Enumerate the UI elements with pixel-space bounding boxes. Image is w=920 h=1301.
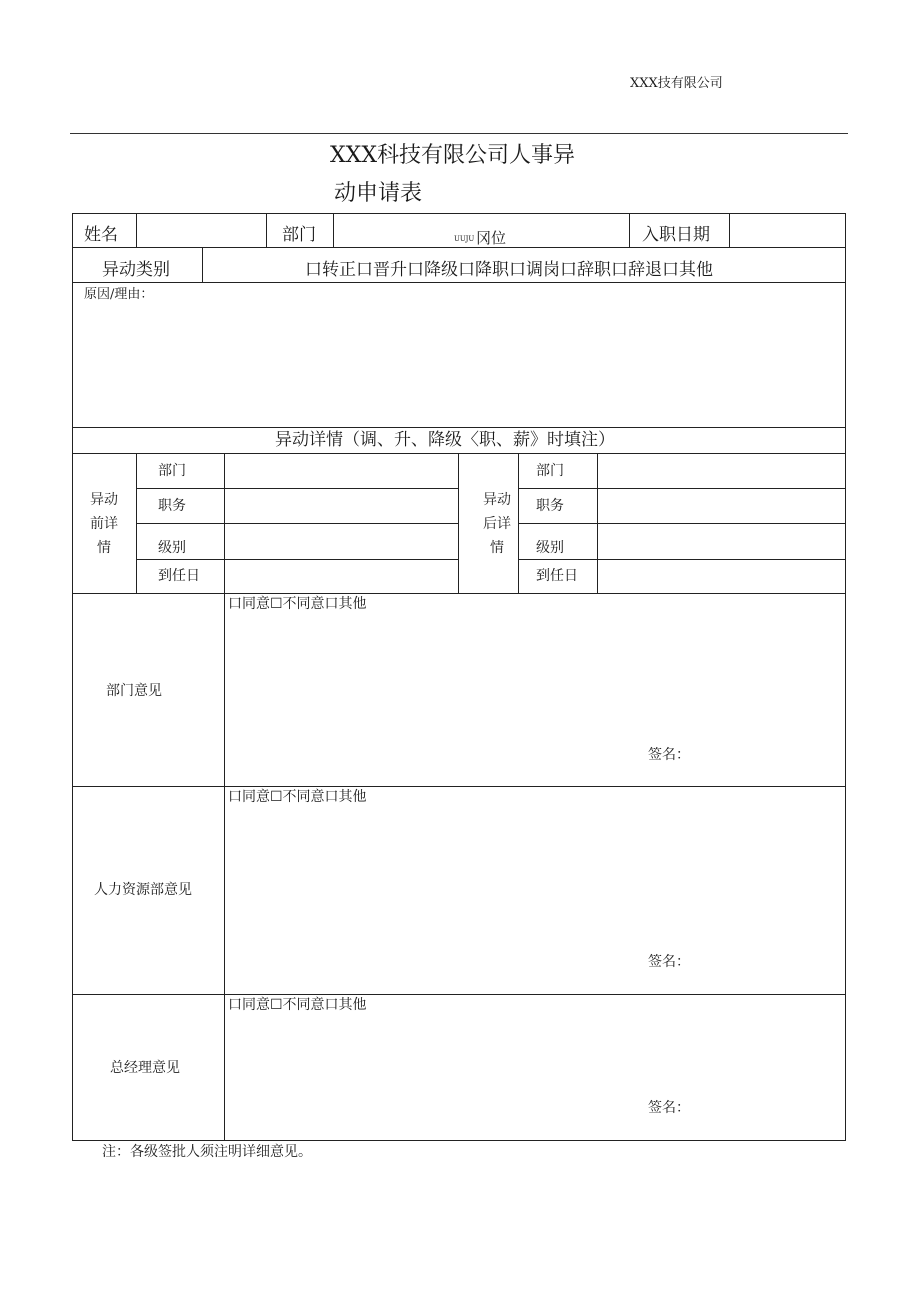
footnote: 注：各级签批人须注明详细意见。 <box>102 1144 312 1160</box>
col-after-value <box>597 453 598 594</box>
dept-label: 部门 <box>282 225 316 245</box>
gm-opinion-label: 总经理意见 <box>110 1060 180 1076</box>
rule-before-2 <box>136 523 458 524</box>
dept-opinion-label: 部门意见 <box>106 683 162 699</box>
dept-opinion-signature-field[interactable] <box>690 740 840 770</box>
change-type-label: 异动类别 <box>102 260 170 280</box>
table-border-bottom <box>72 1140 846 1141</box>
col-before-label <box>136 453 137 594</box>
col-after-label <box>518 453 519 594</box>
entry-date-field[interactable] <box>731 215 844 246</box>
form-title-line1: XXX科技有限公司人事异 <box>330 143 575 168</box>
name-field[interactable] <box>138 215 264 246</box>
rule-after-3 <box>518 559 845 560</box>
hr-opinion-label: 人力资源部意见 <box>94 882 192 898</box>
gm-opinion-sign-label: 签名： <box>648 1100 690 1116</box>
hr-opinion-signature-field[interactable] <box>690 947 840 977</box>
col-entry-value <box>729 213 730 248</box>
col-name-value <box>136 213 137 248</box>
entry-date-label: 入职日期 <box>642 225 710 245</box>
header-company-name: XXX技有限公司 <box>630 76 723 91</box>
reason-label: 原因/理由： <box>84 287 154 302</box>
before-dept-field[interactable] <box>226 455 456 487</box>
before-title-label: 职务 <box>158 498 186 514</box>
rule-reason <box>72 427 846 428</box>
after-section-label: 异动 后详 情 <box>483 492 511 556</box>
position-label-prefix: UUJU <box>454 235 475 243</box>
position-label: 冈位 <box>476 229 507 247</box>
details-header: 异动详情（调、升、降级〈职、薪》时填注） <box>275 430 615 450</box>
after-start-date-field[interactable] <box>599 561 843 592</box>
col-after-section <box>458 453 459 594</box>
after-start-date-label: 到任日 <box>536 568 578 584</box>
name-label: 姓名 <box>84 225 118 245</box>
col-before-value <box>224 453 225 594</box>
reason-field[interactable] <box>74 305 844 425</box>
rule-hr-opinion-end <box>72 994 846 995</box>
table-border-right <box>845 213 846 1141</box>
rule-row2 <box>72 282 846 283</box>
after-dept-label: 部门 <box>536 463 564 479</box>
col-change-type <box>202 247 203 283</box>
col-dept-value <box>333 213 334 248</box>
hr-opinion-sign-label: 签名： <box>648 954 690 970</box>
position-field[interactable] <box>512 215 627 246</box>
col-entry-label <box>629 213 630 248</box>
before-title-field[interactable] <box>226 490 456 522</box>
dept-opinion-sign-label: 签名： <box>648 747 690 763</box>
before-level-label: 级别 <box>158 540 186 556</box>
rule-after-2 <box>518 523 845 524</box>
gm-opinion-signature-field[interactable] <box>690 1093 840 1123</box>
form-title-line2: 动申请表 <box>334 181 423 206</box>
table-border-left <box>72 213 73 1141</box>
change-type-options[interactable]: 口转正口晋升口降级口降职口调岗口辞职口辞退口其他 <box>305 260 713 280</box>
header-divider <box>70 133 848 134</box>
before-dept-label: 部门 <box>158 463 186 479</box>
rule-before-3 <box>136 559 458 560</box>
after-title-field[interactable] <box>599 490 843 522</box>
rule-after-1 <box>518 488 845 489</box>
before-start-date-field[interactable] <box>226 561 456 592</box>
after-level-label: 级别 <box>536 540 564 556</box>
col-dept-label <box>266 213 267 248</box>
hr-opinion-choices[interactable]: 口同意☐不同意口其他 <box>228 789 367 805</box>
before-section-label: 异动 前详 情 <box>90 492 118 556</box>
before-level-field[interactable] <box>226 525 456 558</box>
rule-details-header <box>72 453 846 454</box>
rule-dept-opinion-end <box>72 786 846 787</box>
after-level-field[interactable] <box>599 525 843 558</box>
after-dept-field[interactable] <box>599 455 843 487</box>
gm-opinion-choices[interactable]: 口同意☐不同意口其他 <box>228 997 367 1013</box>
dept-field[interactable] <box>335 215 445 246</box>
before-start-date-label: 到任日 <box>158 568 200 584</box>
rule-before-1 <box>136 488 458 489</box>
rule-details-end <box>72 593 846 594</box>
after-title-label: 职务 <box>536 498 564 514</box>
col-opinion-divider <box>224 593 225 1141</box>
dept-opinion-choices[interactable]: 口同意☐不同意口其他 <box>228 596 367 612</box>
